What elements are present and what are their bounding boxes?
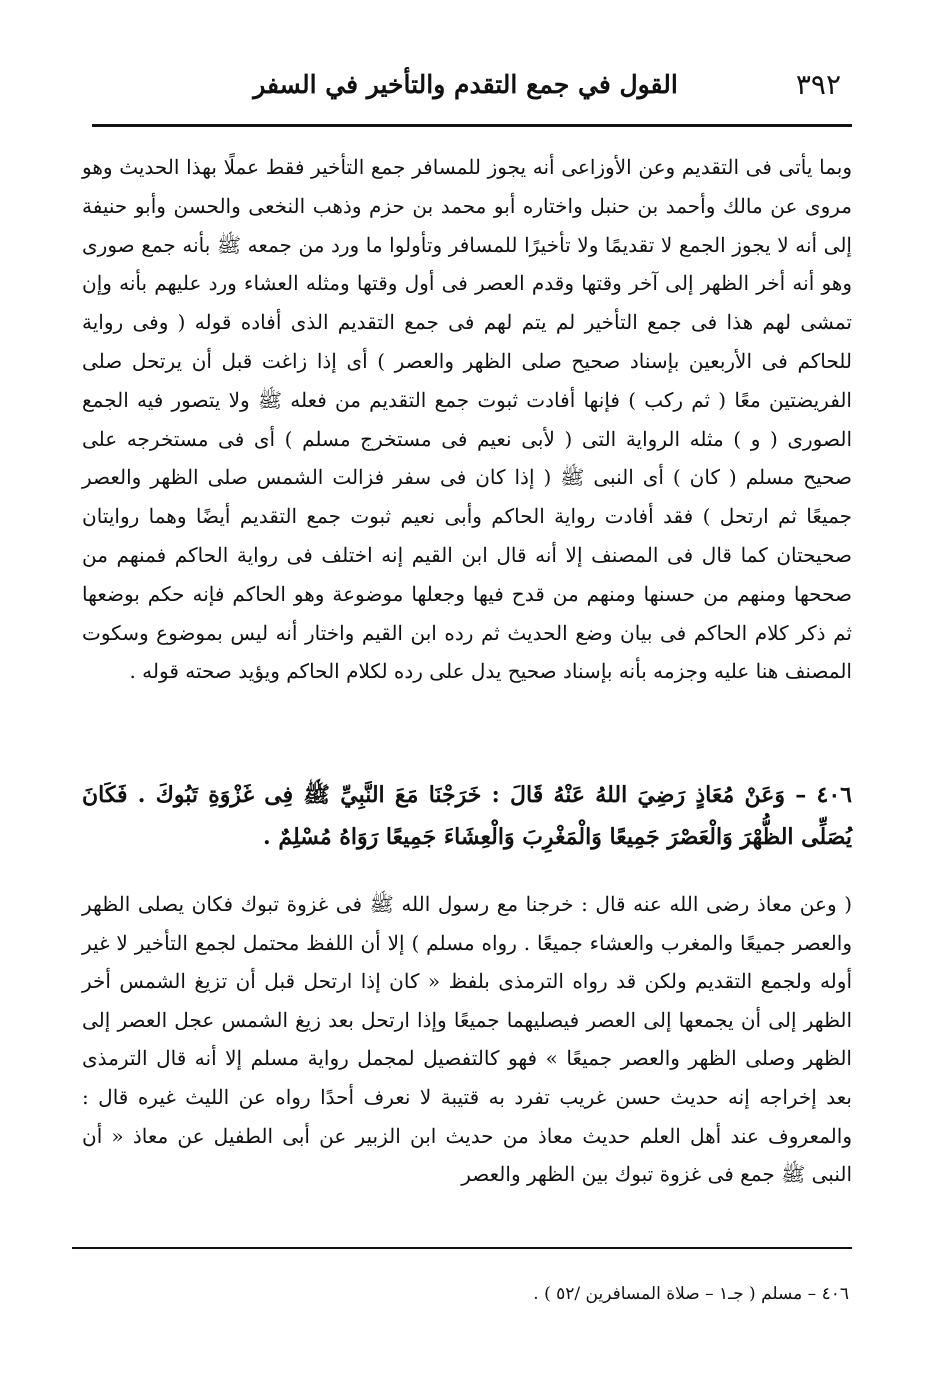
footnote-rule: [72, 1247, 852, 1249]
page-number: ٣٩٢: [795, 68, 841, 101]
footnote: ٤٠٦ – مسلم ( جـ١ – صلاة المسافرين /٥٢ ) .: [533, 1284, 849, 1304]
page-header: [90, 62, 841, 114]
hadith-text: ٤٠٦ – وَعَنْ مُعَاذٍ رَضِيَ اللهُ عَنْهُ قَالَ : خَرَجْنَا مَعَ النَّبِيِّ ﷺ فِى غَزْوَةِ تَبُوكَ . فَكَانَ يُصَلِّى الظُّهْرَ وَالْعَصْرَ جَمِيعًا وَالْمَغْرِبَ وَالْعِشَاءَ جَمِيعًا رَوَاهُ مُسْلِمٌ .: [82, 782, 852, 850]
header-rule: [92, 124, 852, 127]
commentary-paragraph-2: ( وعن معاذ رضى الله عنه قال : خرجنا مع رسول الله ﷺ فى غزوة تبوك فكان يصلى الظهر والعصر جميعًا والمغرب والعشاء جميعًا . رواه مسلم ) إلا أن اللفظ محتمل لجمع التأخير لا غير أوله ولجمع التقديم ولكن قد رواه الترمذى بلفظ « كان إذا ارتحل قبل أن تزيغ الشمس أخر الظهر إلى أن يجمعها إلى العصر فيصليهما جميعًا وإذا ارتحل بعد زيغ الشمس عجل العصر إلى الظهر وصلى الظهر والعصر جميعًا » فهو كالتفصيل لمجمل رواية مسلم إلا أنه قال الترمذى بعد إخراجه إنه حديث حسن غريب تفرد به قتيبة لا نعرف أحدًا رواه عن الليث غيره قال : والمعروف عند أهل العلم حديث معاذ من حديث ابن الزبير عن أبى الطفيل عن معاذ « أن النبى ﷺ جمع فى غزوة تبوك بين الظهر والعصر: [82, 892, 852, 1187]
running-title: القول في جمع التقدم والتأخير في السفر: [253, 70, 678, 99]
commentary-paragraph-1: وبما يأتى فى التقديم وعن الأوزاعى أنه يجوز للمسافر جمع التأخير فقط عملًا بهذا الحديث وهو مروى عن مالك وأحمد بن حنبل واختاره أبو محمد بن حزم وذهب النخعى والحسن وأبو حنيفة إلى أنه لا يجوز الجمع لا تقديمًا ولا تأخيرًا للمسافر وتأولوا ما ورد من جمعه ﷺ بأنه جمع صورى وهو أنه أخر الظهر إلى آخر وقتها وقدم العصر فى أول وقتها ومثله العشاء ورد عليهم بأنه وإن تمشى لهم هذا فى جمع التأخير لم يتم لهم فى جمع التقديم الذى أفاده قوله ( وفى رواية للحاكم فى الأربعين بإسناد صحيح صلى الظهر والعصر ) أى إذا زاغت قبل أن يرتحل صلى الفريضتين معًا ( ثم ركب ) فإنها أفادت ثبوت جمع التقديم من فعله ﷺ ولا يتصور فيه الجمع الصورى ( و ) مثله الرواية التى ( لأبى نعيم فى مستخرج مسلم ) أى فى مستخرجه على صحيح مسلم ( كان ) أى النبى ﷺ ( إذا كان فى سفر فزالت الشمس صلى الظهر والعصر جميعًا ثم ارتحل ) فقد أفادت رواية الحاكم وأبى نعيم ثبوت جمع التقديم أيضًا وهما روايتان صحيحتان كما قال فى المصنف إلا أنه قال ابن القيم إنه اختلف فى رواية الحاكم فمنهم من صححها ومنهم من حسنها ومنهم من قدح فيها وجعلها موضوعة وهو الحاكم فإنه حكم بوضعها ثم ذكر كلام الحاكم فى بيان وضع الحديث ثم رده ابن القيم واختار أنه ليس بموضوع وسكوت المصنف هنا عليه وجزمه بأنه بإسناد صحيح يدل على رده لكلام الحاكم ويؤيد صحته قوله .: [82, 155, 852, 684]
